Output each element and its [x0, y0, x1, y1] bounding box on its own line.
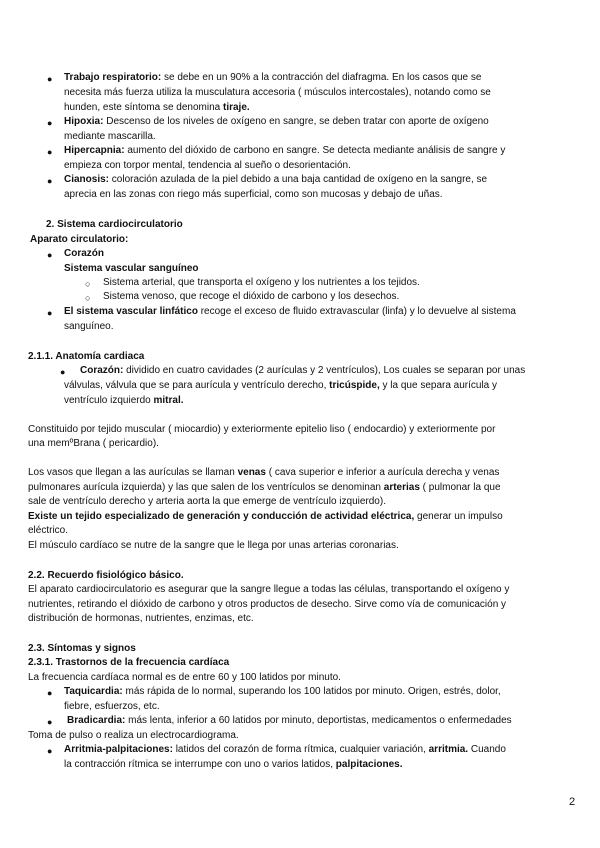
text-line: Arritmia-palpitaciones: latidos del corazón de forma rítmica, cualquier variación, arritmia. Cuando — [64, 744, 506, 755]
text-line: Cianosis: coloración azulada de la piel debido a una baja cantidad de oxígeno en la sangre, se — [64, 174, 488, 185]
text-line: ventrículo izquierdo mitral. — [64, 395, 184, 406]
text-line: Corazón: dividido en cuatro cavidades (2 aurículas y 2 ventrículos), Los cuales se separan por unas — [80, 365, 526, 376]
circle-bullet: ○ — [85, 293, 91, 303]
text-line: necesita más fuerza utiliza la musculatura accesoria ( músculos intercostales), notando como se — [64, 87, 491, 98]
bullet: ● — [47, 308, 53, 318]
paragraph-line: pulmonares aurícula izquierda) y las que salen de los ventrículos se denominan arterias ( pulmonar la que — [28, 482, 501, 493]
text-line: sanguíneo. — [64, 321, 114, 332]
paragraph-line: Existe un tejido especializado de generación y conducción de actividad eléctrica, generar un impulso — [28, 511, 503, 522]
text-line: aprecia en las zonas con riego más superficial, como son mucosas y debajo de uñas. — [64, 189, 443, 200]
section-heading: 2.3. Síntomas y signos — [28, 643, 136, 654]
subheading: Aparato circulatorio: — [30, 234, 129, 245]
text-line: mediante mascarilla. — [64, 131, 156, 142]
bullet: ● — [47, 746, 53, 756]
subheading: 2.3.1. Trastornos de la frecuencia cardíaca — [28, 657, 230, 668]
paragraph-line: eléctrico. — [28, 525, 69, 536]
text-line: El sistema vascular linfático recoge el exceso de fluido extravascular (linfa) y lo devuelve al sistema — [64, 306, 516, 317]
paragraph-line: Los vasos que llegan a las aurículas se llaman venas ( cava superior e inferior a aurícula derecha y venas — [28, 467, 500, 478]
bullet: ● — [47, 147, 53, 157]
bullet: ● — [47, 74, 53, 84]
text-line: hunden, este síntoma se denomina tiraje. — [64, 102, 250, 113]
list-item: Corazón — [64, 248, 104, 259]
paragraph-line: El músculo cardíaco se nutre de la sangre que le llega por unas arterias coronarias. — [28, 540, 399, 551]
list-item: Sistema arterial, que transporta el oxígeno y los nutrientes a los tejidos. — [103, 277, 420, 288]
text-line: válvulas, válvula que se para aurícula y ventrículo derecho, tricúspide, y la que separa aurícula y — [64, 380, 498, 391]
paragraph-line: La frecuencia cardíaca normal es de entre 60 y 100 latidos por minuto. — [28, 672, 341, 683]
text-line: fiebre, esfuerzos, etc. — [64, 701, 160, 712]
section-heading: 2.2. Recuerdo fisiológico básico. — [28, 570, 184, 581]
text-line: empieza con torpor mental, tendencia al sueño o desorientación. — [64, 160, 351, 171]
page-number: 2 — [569, 796, 576, 808]
bullet: ● — [47, 176, 53, 186]
text-line: Hipoxia: Descenso de los niveles de oxígeno en sangre, se deben tratar con aporte de oxígeno — [64, 116, 489, 127]
bullet: ● — [60, 367, 66, 377]
paragraph-line: una memºBrana ( pericardio). — [28, 438, 159, 449]
paragraph-line: sale de ventrículo derecho y arteria aorta la que emerge de ventrículo izquierdo). — [28, 496, 386, 507]
section-heading: 2.1.1. Anatomía cardiaca — [28, 351, 145, 362]
text-line: la contracción rítmica se interrumpe con uno o varios latidos, palpitaciones. — [64, 759, 403, 770]
list-item: Sistema venoso, que recoge el dióxido de carbono y los desechos. — [103, 291, 400, 302]
list-item: Sistema vascular sanguíneo — [64, 263, 199, 274]
text-line: Hipercapnia: aumento del dióxido de carbono en sangre. Se detecta mediante análisis de sangre y — [64, 145, 506, 156]
section-heading: 2. Sistema cardiocirculatorio — [46, 219, 183, 230]
paragraph-line: Constituido por tejido muscular ( miocardio) y exteriormente epitelio liso ( endocardio) y exteriormente por — [28, 424, 496, 435]
bullet: ● — [47, 250, 53, 260]
bullet: ● — [47, 688, 53, 698]
paragraph-line: nutrientes, retirando el dióxido de carbono y otros productos de desecho. Sirve como vía de comunicación y — [28, 599, 507, 610]
circle-bullet: ○ — [85, 279, 91, 289]
text-line: Taquicardia: más rápida de lo normal, superando los 100 latidos por minuto. Origen, estrés, dolor, — [64, 686, 501, 697]
bullet: ● — [47, 717, 53, 727]
paragraph-line: El aparato cardiocirculatorio es asegurar que la sangre llegue a todas las células, transportando el oxígeno y — [28, 584, 510, 595]
paragraph-line: distribución de hormonas, nutrientes, enzimas, etc. — [28, 613, 254, 624]
text-line: Trabajo respiratorio: se debe en un 90% a la contracción del diafragma. En los casos que se — [64, 72, 482, 83]
paragraph-line: Toma de pulso o realiza un electrocardiograma. — [28, 730, 239, 741]
text-line: Bradicardia: más lenta, inferior a 60 latidos por minuto, deportistas, medicamentos o enfermedades — [67, 715, 512, 726]
bullet: ● — [47, 118, 53, 128]
